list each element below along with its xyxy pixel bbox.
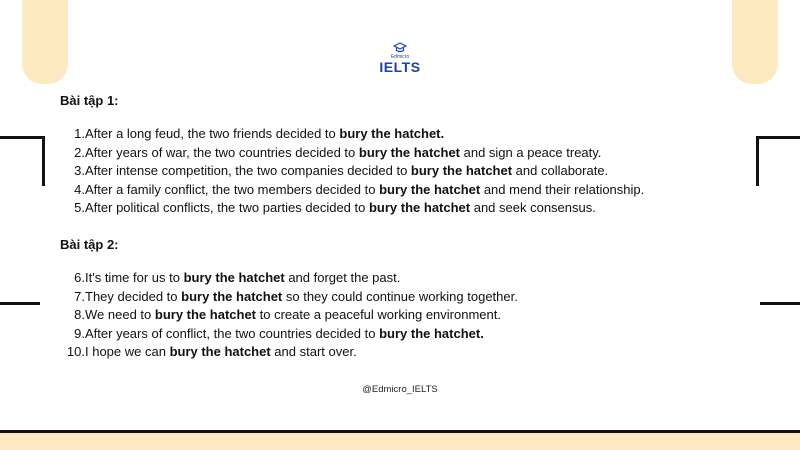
item-text-before: It's time for us to (85, 270, 184, 285)
item-text (85, 288, 518, 307)
idiom-phrase: bury the hatchet. (379, 325, 484, 341)
item-text-after: and collaborate. (512, 163, 609, 179)
item-number: 7. (74, 288, 85, 304)
idiom-phrase: bury the hatchet (183, 270, 285, 285)
item-text-before: After a family conflict, the two members decided to (85, 181, 380, 197)
top-left-decor-tab (22, 0, 68, 84)
exercise-list-1 (63, 125, 644, 218)
list-item (63, 325, 518, 344)
list-item (63, 269, 518, 288)
graduation-cap-icon (393, 42, 407, 54)
item-text-before: After years of war, the two countries decided to (85, 144, 359, 160)
item-text (85, 306, 501, 325)
item-text (85, 199, 596, 218)
right-bracket-top (756, 136, 800, 139)
item-text-before: After intense competition, the two companies decided to (85, 163, 411, 179)
item-text-after: and mend their relationship. (480, 181, 645, 197)
item-text-before: We need to (85, 307, 155, 323)
left-bracket-top (0, 136, 44, 139)
list-item (63, 144, 644, 163)
item-number: 2. (74, 144, 85, 160)
list-item (63, 125, 644, 144)
item-text (85, 162, 608, 181)
idiom-phrase: bury the hatchet. (339, 126, 445, 141)
idiom-phrase: bury the hatchet (154, 307, 256, 323)
item-number: 8. (74, 307, 85, 323)
item-number: 10. (66, 344, 85, 360)
right-bracket-bottom (760, 302, 800, 305)
logo-name: IELTS (379, 59, 421, 75)
idiom-phrase: bury the hatchet (358, 144, 460, 160)
list-item (63, 343, 518, 362)
left-bracket-vertical (42, 136, 45, 186)
item-number: 4. (74, 181, 85, 197)
idiom-phrase: bury the hatchet (410, 163, 513, 179)
edmicro-ielts-logo (370, 42, 430, 82)
bottom-decor-band (0, 430, 800, 450)
item-text-before: After political conflicts, the two parties decided to (85, 200, 369, 216)
item-text (85, 144, 601, 163)
item-text (85, 343, 357, 362)
left-bracket-bottom (0, 302, 40, 305)
footer-handle: @Edmicro_IELTS (362, 384, 438, 395)
item-number: 3. (74, 163, 85, 179)
item-text-after: so they could continue working together. (282, 288, 518, 304)
item-number: 5. (74, 200, 85, 216)
item-number: 1. (74, 126, 85, 141)
list-item (63, 181, 644, 200)
item-text-after: and seek consensus. (470, 200, 596, 216)
item-text (85, 325, 484, 344)
list-item (63, 288, 518, 307)
item-number: 9. (74, 325, 85, 341)
idiom-phrase: bury the hatchet (368, 200, 471, 216)
item-number: 6. (74, 270, 85, 285)
logo-brand: Edmicro (390, 54, 410, 60)
item-text (85, 125, 444, 144)
item-text-after: to create a peaceful working environment. (256, 307, 501, 323)
right-bracket-vertical (756, 136, 759, 186)
section-2-heading: Bài tập 2: (60, 237, 119, 252)
idiom-phrase: bury the hatchet (181, 288, 283, 304)
idiom-phrase: bury the hatchet (169, 344, 271, 360)
item-text-before: They decided to (85, 288, 182, 304)
list-item (63, 162, 644, 181)
item-text-after: and forget the past. (284, 270, 401, 285)
list-item (63, 306, 518, 325)
item-text-before: After a long feud, the two friends decided to (85, 126, 340, 141)
exercise-list-2 (63, 269, 518, 362)
item-text (85, 181, 644, 200)
item-text-before: I hope we can (85, 344, 170, 360)
item-text-before: After years of conflict, the two countries decided to (85, 325, 380, 341)
list-item (63, 199, 644, 218)
item-text (85, 269, 400, 288)
item-text-after: and start over. (270, 344, 357, 360)
item-text-after: and sign a peace treaty. (460, 144, 602, 160)
section-1-heading: Bài tập 1: (60, 93, 119, 108)
top-right-decor-tab (732, 0, 778, 84)
idiom-phrase: bury the hatchet (379, 181, 481, 197)
